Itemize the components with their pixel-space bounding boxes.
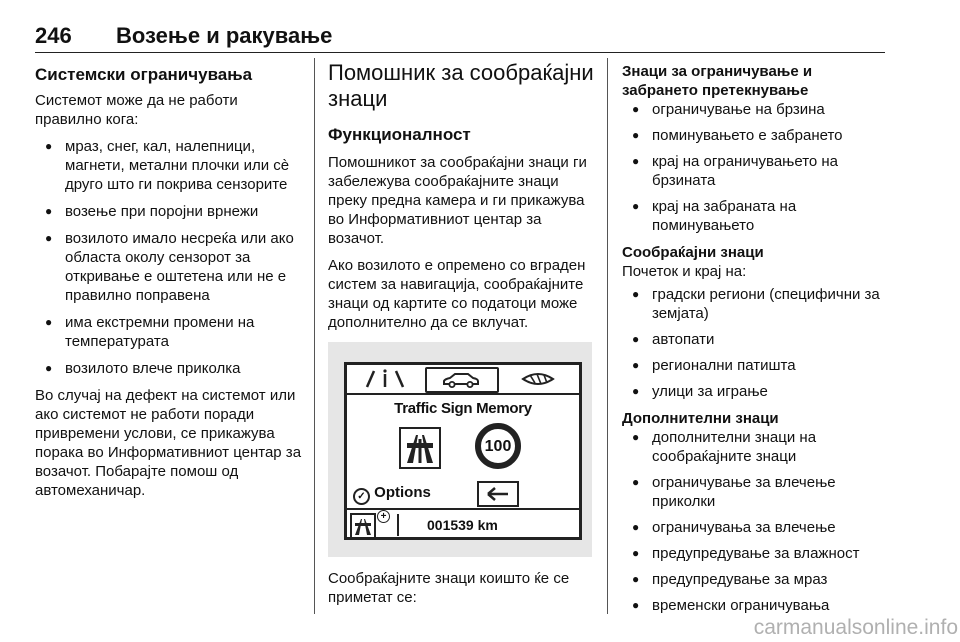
- road-icon: [521, 370, 555, 388]
- info-display: [344, 362, 582, 540]
- additional-signs-list: [622, 428, 884, 615]
- navigation-plus-icon: +: [377, 510, 390, 523]
- section-title-traffic-sign-assistant: Помошник за сообраќајни знаци: [328, 60, 594, 111]
- traffic-signs-intro: Почеток и крај на:: [622, 263, 747, 280]
- list-item: ● има екстремни промени на температурата: [35, 313, 303, 351]
- list-item: ● градски региони (специфични за земјата): [622, 285, 884, 323]
- list-item: ● дополнителни знаци на сообраќајните знаци: [622, 428, 884, 466]
- limits-list: [35, 137, 303, 378]
- column-2: [328, 60, 594, 615]
- intro-text: Системот може да не работи правилно кога:: [35, 92, 238, 128]
- list-item: ● мраз, снег, кал, налепници, магнети, метални плочки или сè друго што ги покрива сензорите: [35, 137, 303, 194]
- list-item: ● возилото имало несреќа или ако областа околу сензорот за откривање е оштетена или не е правилно поправена: [35, 229, 303, 305]
- list-item: ● крај на ограничувањето на брзината: [622, 152, 884, 190]
- list-item: ● ограничување на брзина: [622, 100, 884, 119]
- vehicle-tab: [425, 367, 499, 393]
- column-divider-2: [607, 58, 608, 614]
- page-number: 246: [35, 23, 72, 48]
- list-item: ● ограничување за влечење приколки: [622, 473, 884, 511]
- display-illustration: [328, 342, 592, 557]
- column-1: [35, 60, 303, 508]
- outro-text: Во случај на дефект на системот или ако системот не работи поради привремени услови, се прикажува порака во Информативниот центар за возачот. Побарајте помош од автомеханичар.: [35, 387, 302, 499]
- list-item: ● возилото влече приколка: [35, 359, 303, 378]
- heading-restriction-signs: Знаци за ограничување и забрането претекнување: [622, 63, 813, 99]
- restriction-signs-list: [622, 100, 884, 235]
- car-icon: [441, 372, 481, 388]
- options-text: Options: [374, 484, 431, 501]
- back-arrow-icon: [486, 487, 510, 501]
- options-bar: [347, 479, 579, 507]
- display-label: Traffic Sign Memory: [394, 400, 532, 417]
- odometer-divider: [397, 514, 399, 536]
- column-3: [622, 60, 884, 623]
- motorway-sign-icon: [399, 427, 441, 469]
- heading-additional-signs: Дополнителни знаци: [622, 410, 779, 427]
- speed-limit-value: 100: [484, 437, 512, 455]
- subheading-functionality: Функционалност: [328, 125, 471, 144]
- figure-caption: Сообраќајните знаци коишто ќе се приметат се:: [328, 570, 570, 606]
- paragraph-1: Помошникот за сообраќајни знаци ги забележува сообраќајните знаци преку предна камера и ги прикажува во Информативниот центар за возачот.: [328, 154, 587, 247]
- odometer-value: 001539 km: [427, 517, 498, 533]
- options-label: [353, 483, 431, 505]
- list-item: ● временски ограничувања: [622, 596, 884, 615]
- odometer-bar: [347, 508, 579, 539]
- heading-traffic-signs: Сообраќајни знаци: [622, 244, 764, 261]
- list-item: ● улици за играње: [622, 382, 884, 401]
- list-item: ● поминувањето е забрането: [622, 126, 884, 145]
- paragraph-2: Ако возилото е опремено со вграден систем за навигација, сообраќајните знаци од картите со податоци може дополнително да се вклучат.: [328, 257, 586, 331]
- list-item: ● крај на забраната на поминувањето: [622, 197, 884, 235]
- small-motorway-icon: [350, 513, 376, 539]
- back-button: [477, 481, 519, 507]
- list-item: ● автопати: [622, 330, 884, 349]
- list-item: ● предупредување за влажност: [622, 544, 884, 563]
- list-item: ● регионални патишта: [622, 356, 884, 375]
- list-item: ● возење при поројни врнежи: [35, 202, 303, 221]
- display-tab-bar: [347, 365, 579, 395]
- speed-limit-sign: [475, 423, 521, 469]
- list-item: ● ограничувања за влечење: [622, 518, 884, 537]
- chapter-title: Возење и ракување: [116, 23, 333, 48]
- watermark: carmanualsonline.info: [753, 616, 958, 639]
- lane-info-icon: [365, 369, 405, 389]
- traffic-signs-list: [622, 285, 884, 401]
- column-divider-1: [314, 58, 315, 614]
- page-header: [35, 20, 885, 53]
- list-item: ● предупредување за мраз: [622, 570, 884, 589]
- section-heading-system-limits: Системски ограничувања: [35, 65, 253, 84]
- check-icon: ✓: [353, 488, 370, 505]
